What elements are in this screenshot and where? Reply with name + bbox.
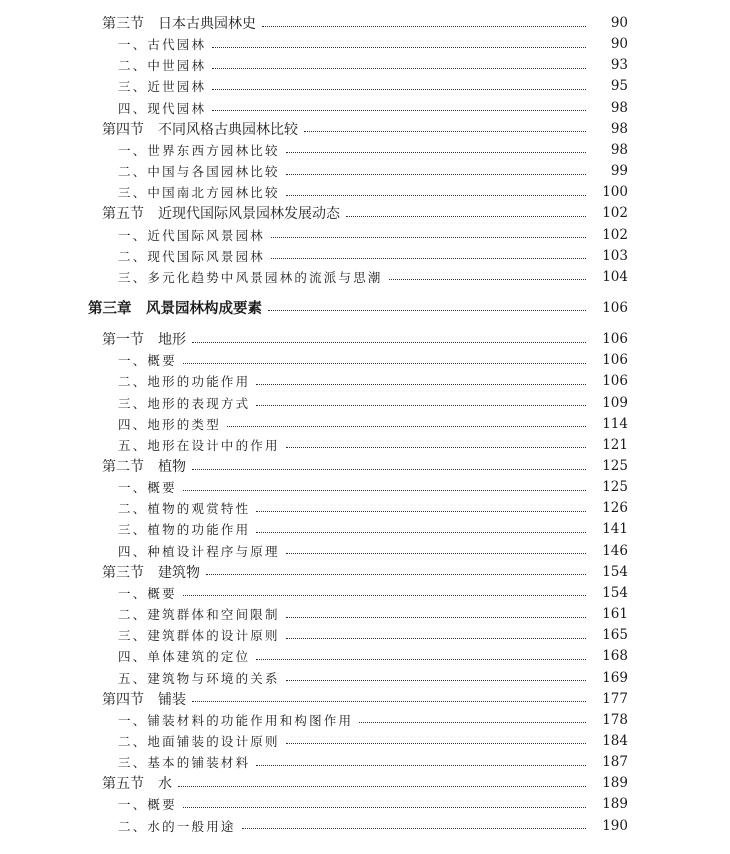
toc-row-item <box>0 730 730 752</box>
dot-leader <box>286 195 586 196</box>
dot-leader <box>286 174 586 175</box>
dot-leader <box>286 447 586 448</box>
toc-row-item <box>0 645 730 667</box>
toc-row-item <box>0 793 730 815</box>
toc-row-item <box>0 75 730 97</box>
toc-title: 一、概要 <box>118 585 177 601</box>
toc-title: 一、近代国际风景园林 <box>118 227 266 243</box>
toc-title: 二、水的一般用途 <box>118 818 236 834</box>
page-number: 98 <box>610 141 628 158</box>
dot-leader <box>178 786 586 787</box>
toc-title: 第一节 地形 <box>102 332 186 349</box>
dot-leader <box>242 828 586 829</box>
toc-title: 一、铺装材料的功能作用和构图作用 <box>118 712 354 728</box>
page-number: 99 <box>610 163 628 180</box>
dot-leader <box>256 384 586 385</box>
dot-leader <box>271 258 586 259</box>
dot-leader <box>286 553 586 554</box>
toc-row-item <box>0 434 730 456</box>
dot-leader <box>256 511 586 512</box>
toc-title: 三、建筑群体的设计原则 <box>118 628 280 644</box>
toc-row-item <box>0 139 730 161</box>
toc-row-item <box>0 33 730 55</box>
dot-leader <box>286 152 586 153</box>
toc-row-section <box>0 688 730 710</box>
page-number: 177 <box>602 690 628 707</box>
toc-title: 二、中世园林 <box>118 58 207 74</box>
page-number: 109 <box>602 394 628 411</box>
page-number: 98 <box>610 99 628 116</box>
dot-leader <box>262 26 586 27</box>
toc-row-item <box>0 540 730 562</box>
toc-row-section <box>0 202 730 224</box>
toc-title: 二、中国与各国园林比较 <box>118 164 280 180</box>
toc-title: 第四节 铺装 <box>102 691 186 708</box>
dot-leader <box>183 363 586 364</box>
page-number: 187 <box>602 754 628 771</box>
dot-leader <box>271 237 586 238</box>
dot-leader <box>256 532 586 533</box>
dot-leader <box>183 490 586 491</box>
toc-row-item <box>0 603 730 625</box>
toc-title: 三、多元化趋势中风景园林的流派与思潮 <box>118 269 383 285</box>
dot-leader <box>286 617 586 618</box>
toc-title: 第三章 风景园林构成要素 <box>88 300 262 318</box>
dot-leader <box>212 68 586 69</box>
toc-title: 二、建筑群体和空间限制 <box>118 607 280 623</box>
dot-leader <box>183 595 586 596</box>
toc-title: 三、近世园林 <box>118 79 207 95</box>
toc-title: 四、现代园林 <box>118 100 207 116</box>
page-number: 178 <box>602 711 628 728</box>
toc-row-item <box>0 224 730 246</box>
toc-title: 一、古代园林 <box>118 37 207 53</box>
toc-row-item <box>0 349 730 371</box>
toc-title: 一、概要 <box>118 797 177 813</box>
dot-leader <box>256 405 586 406</box>
toc-row-section <box>0 772 730 794</box>
page-number: 90 <box>610 15 628 31</box>
toc-title: 五、建筑物与环境的关系 <box>118 670 280 686</box>
toc-row-item <box>0 413 730 435</box>
dot-leader <box>286 680 586 681</box>
toc-row-section <box>0 12 730 34</box>
dot-leader <box>286 743 586 744</box>
page-number: 184 <box>602 732 628 749</box>
page-number: 106 <box>602 352 628 369</box>
toc-row-item <box>0 518 730 540</box>
toc-title: 二、植物的观赏特性 <box>118 501 251 517</box>
toc-row-item <box>0 582 730 604</box>
toc-title: 四、地形的类型 <box>118 416 221 432</box>
page-number: 98 <box>610 120 628 137</box>
page-number: 125 <box>602 458 628 474</box>
dot-leader <box>212 89 586 90</box>
page-number: 190 <box>602 817 628 834</box>
toc-row-item <box>0 497 730 519</box>
page-number: 169 <box>602 669 628 686</box>
toc-row-item <box>0 751 730 773</box>
page-number: 102 <box>602 205 628 222</box>
page-number: 165 <box>602 627 628 644</box>
dot-leader <box>256 659 586 660</box>
page-number: 93 <box>610 57 628 74</box>
toc-row-item <box>0 160 730 182</box>
page-number: 90 <box>610 36 628 53</box>
page-number: 121 <box>602 436 628 453</box>
toc-title: 第二节 植物 <box>102 459 186 475</box>
dot-leader <box>346 216 586 217</box>
toc-row-section <box>0 118 730 140</box>
toc-row-item <box>0 266 730 288</box>
toc-row-section <box>0 561 730 583</box>
page-number: 104 <box>602 268 628 285</box>
dot-leader <box>212 47 586 48</box>
dot-leader <box>227 426 586 427</box>
page-number: 189 <box>602 775 628 792</box>
toc-title: 三、植物的功能作用 <box>118 522 251 538</box>
toc-title: 二、地形的功能作用 <box>118 374 251 390</box>
toc-title: 三、中国南北方园林比较 <box>118 185 280 201</box>
toc-title: 五、地形在设计中的作用 <box>118 437 280 453</box>
toc-title: 一、概要 <box>118 480 177 496</box>
page-number: 189 <box>602 796 628 813</box>
toc-row-item <box>0 370 730 392</box>
dot-leader <box>359 722 586 723</box>
page-number: 95 <box>610 78 628 95</box>
dot-leader <box>268 310 586 311</box>
dot-leader <box>183 807 586 808</box>
dot-leader <box>389 279 586 280</box>
page-number: 100 <box>602 184 628 201</box>
page-number: 141 <box>602 521 628 538</box>
dot-leader <box>212 110 586 111</box>
toc-row-item <box>0 54 730 76</box>
page-number: 161 <box>602 606 628 623</box>
toc-title: 三、地形的表现方式 <box>118 395 251 411</box>
page-number: 154 <box>602 563 628 580</box>
toc-row-item <box>0 667 730 689</box>
dot-leader <box>206 574 586 575</box>
dot-leader <box>304 131 586 132</box>
page-number: 102 <box>602 226 628 243</box>
toc-title: 第四节 不同风格古典园林比较 <box>102 121 298 138</box>
toc-row-section <box>0 455 730 477</box>
page-number: 106 <box>602 331 628 348</box>
dot-leader <box>286 638 586 639</box>
dot-leader <box>192 342 586 343</box>
dot-leader <box>256 765 586 766</box>
page-number: 146 <box>602 542 628 559</box>
page-number: 154 <box>602 584 628 601</box>
toc-title: 第五节 水 <box>102 776 172 793</box>
toc-title: 二、地面铺装的设计原则 <box>118 733 280 749</box>
toc-title: 第三节 建筑物 <box>102 564 200 581</box>
toc-title: 四、单体建筑的定位 <box>118 649 251 665</box>
toc-title: 四、种植设计程序与原理 <box>118 543 280 559</box>
toc-title: 一、世界东西方园林比较 <box>118 142 280 158</box>
toc-title: 第五节 近现代国际风景园林发展动态 <box>102 206 340 223</box>
page-number: 103 <box>602 247 628 264</box>
page-number: 106 <box>602 373 628 390</box>
toc-title: 三、基本的铺装材料 <box>118 755 251 771</box>
page-number: 106 <box>602 299 628 316</box>
dot-leader <box>192 701 586 702</box>
toc-title: 一、概要 <box>118 353 177 369</box>
toc-row-item <box>0 709 730 731</box>
toc-row-item <box>0 476 730 498</box>
toc-row-item <box>0 392 730 414</box>
toc-row-item <box>0 815 730 837</box>
toc-row-chapter <box>0 297 730 319</box>
page-number: 168 <box>602 648 628 665</box>
toc-row-section <box>0 328 730 350</box>
toc-title: 二、现代国际风景园林 <box>118 248 266 264</box>
toc-row-item <box>0 624 730 646</box>
toc-row-item <box>0 245 730 267</box>
page-number: 125 <box>602 479 628 496</box>
toc-title: 第三节 日本古典园林史 <box>102 16 256 32</box>
toc-row-item <box>0 181 730 203</box>
dot-leader <box>192 469 586 470</box>
page-number: 114 <box>602 415 628 432</box>
page-number: 126 <box>602 500 628 517</box>
toc-row-item <box>0 97 730 119</box>
